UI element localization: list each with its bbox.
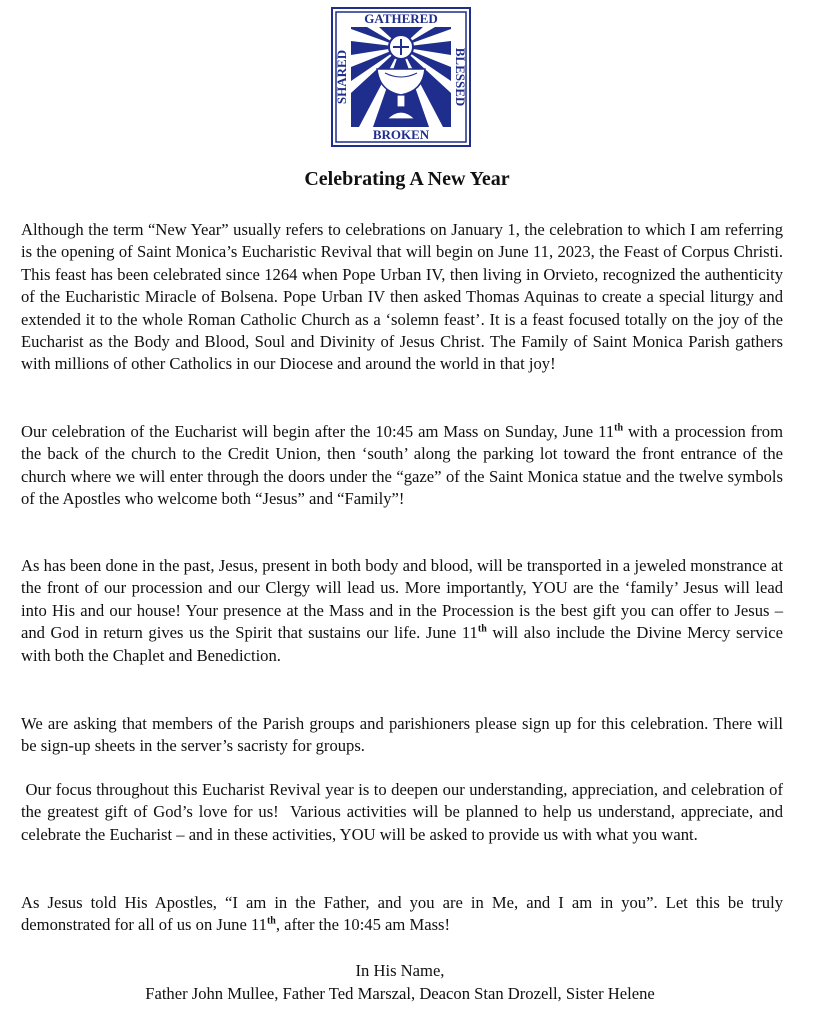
superscript-th: th <box>477 623 487 635</box>
procession-text-b: with a procession from the back of the church to the Credit Union, then ‘south’ along the parking lot toward the front entrance of the church where we will enter through the doors under the “gaze” of the Saint Monica statue and the twelve symbols of the Apostles who welcome both “Jesus” and “Family”! <box>21 422 784 509</box>
paragraph-signup: We are asking that members of the Parish groups and parishioners please sign up for this celebration. There will be sign-up sheets in the server’s sacristy for groups. <box>21 714 783 756</box>
logo-word-left: SHARED <box>334 49 349 105</box>
paragraph-procession <box>21 421 783 511</box>
superscript-th: th <box>266 915 276 927</box>
closing-salutation: In His Name, <box>355 961 445 980</box>
paragraph-closing-quote <box>21 892 783 937</box>
quote-text-b: , after the 10:45 am Mass! <box>275 915 451 935</box>
paragraph-focus: Our focus throughout this Eucharist Revival year is to deepen our understanding, appreciation, and celebration of the greatest gift of God’s love for us! Various activities will be planned to help us understand, appreciate, and celebrate the Eucharist – and in these activities, YOU will be asked to provide us with what you want. <box>21 780 788 844</box>
signatories: Father John Mullee, Father Ted Marszal, Deacon Stan Drozell, Sister Helene <box>145 984 655 1003</box>
quote-text-a: As Jesus told His Apostles, “I am in the Father, and you are in Me, and I am in you”. Let this be truly demonstrated for all of us on June 11 <box>21 893 783 935</box>
logo-word-top: GATHERED <box>364 11 438 26</box>
eucharist-logo <box>331 7 471 147</box>
logo-word-right: BLESSED <box>453 47 468 107</box>
procession-text-a: Our celebration of the Eucharist will begin after the 10:45 am Mass on Sunday, June 11 <box>21 422 615 441</box>
logo-word-bottom: BROKEN <box>372 127 430 142</box>
superscript-th: th <box>614 422 624 434</box>
paragraph-intro: Although the term “New Year” usually refers to celebrations on January 1, the celebration to which I am referring is the opening of Saint Monica’s Eucharistic Revival that will begin on June 11, 2023, the Feast of Corpus Christi. This feast has been celebrated since 1264 when Pope Urban IV, then living in Orvieto, recognized the authenticity of the Eucharistic Miracle of Bolsena. Pope Urban IV then asked Thomas Aquinas to create a special liturgy and extended it to the whole Roman Catholic Church as a ‘solemn feast’. It is a feast focused totally on the joy of the Eucharist as the Body and Blood, Soul and Divinity of Jesus Christ. The Family of Saint Monica Parish gathers with millions of other Catholics in our Diocese and around the world in that joy! <box>21 220 783 374</box>
monstrance-text-a: As has been done in the past, Jesus, present in both body and blood, will be transported in a jeweled monstrance at the front of our procession and our Clergy will lead us. More importantly, YOU are the ‘family’ Jesus will lead into His and our house! Your presence at the Mass and in the Procession is the best gift you can offer to Jesus – and God in return gives us the Spirit that sustains our life. June 11 <box>21 556 783 643</box>
page-title: Celebrating A New Year <box>304 168 510 190</box>
monstrance-text-b: will also include the Divine Mercy service with both the Chaplet and Benediction. <box>21 623 783 665</box>
paragraph-monstrance <box>21 555 783 667</box>
